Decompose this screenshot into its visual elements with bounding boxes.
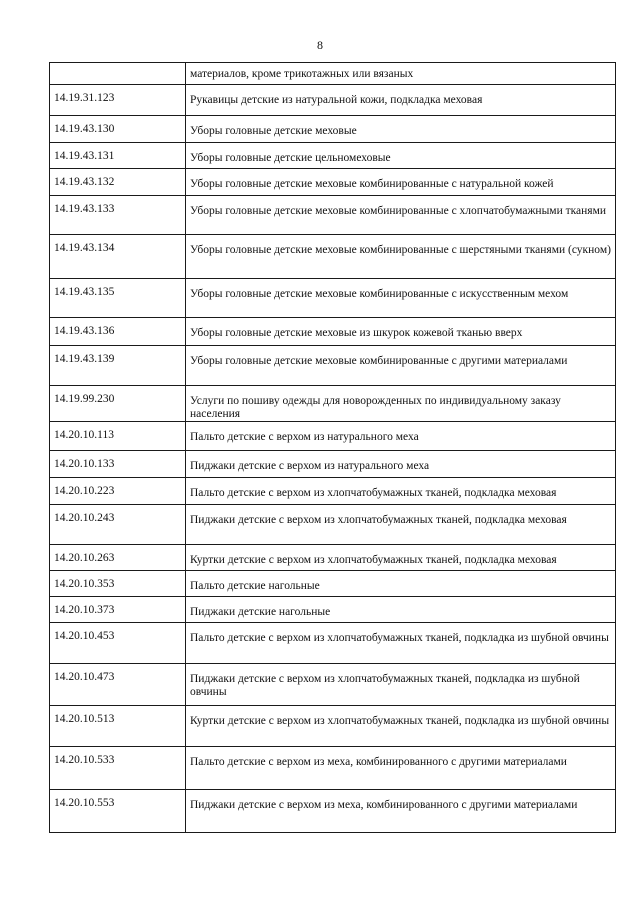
code-cell: 14.19.43.134 (50, 235, 186, 279)
description-cell: Пальто детские нагольные (186, 571, 616, 597)
code-cell: 14.20.10.133 (50, 451, 186, 478)
table-row (50, 346, 616, 386)
code-cell: 14.19.99.230 (50, 386, 186, 422)
table-row (50, 664, 616, 706)
code-cell: 14.19.43.139 (50, 346, 186, 386)
description-cell: Пиджаки детские с верхом из натурального меха (186, 451, 616, 478)
code-cell: 14.20.10.243 (50, 505, 186, 545)
description-cell: материалов, кроме трикотажных или вязаных (186, 63, 616, 85)
description-cell: Пиджаки детские с верхом из хлопчатобумажных тканей, подкладка меховая (186, 505, 616, 545)
code-cell: 14.19.43.131 (50, 143, 186, 169)
code-cell: 14.20.10.113 (50, 422, 186, 451)
description-cell: Уборы головные детские меховые из шкурок кожевой тканью вверх (186, 318, 616, 346)
code-cell: 14.19.31.123 (50, 85, 186, 116)
description-cell: Куртки детские с верхом из хлопчатобумажных тканей, подкладка из шубной овчины (186, 706, 616, 747)
description-cell: Уборы головные детские меховые комбинированные с шерстяными тканями (сукном) (186, 235, 616, 279)
table-row (50, 235, 616, 279)
code-cell: 14.20.10.353 (50, 571, 186, 597)
table-row (50, 422, 616, 451)
description-cell: Пиджаки детские с верхом из хлопчатобумажных тканей, подкладка из шубной овчины (186, 664, 616, 706)
table-row (50, 85, 616, 116)
code-cell: 14.20.10.223 (50, 478, 186, 505)
code-cell: 14.20.10.513 (50, 706, 186, 747)
code-cell: 14.19.43.132 (50, 169, 186, 196)
description-cell: Рукавицы детские из натуральной кожи, подкладка меховая (186, 85, 616, 116)
table-row (50, 505, 616, 545)
table-row (50, 623, 616, 664)
table-row (50, 706, 616, 747)
table-row (50, 143, 616, 169)
description-cell: Куртки детские с верхом из хлопчатобумажных тканей, подкладка меховая (186, 545, 616, 571)
description-cell: Пиджаки детские с верхом из меха, комбинированного с другими материалами (186, 790, 616, 833)
code-cell: 14.20.10.553 (50, 790, 186, 833)
description-cell: Пальто детские с верхом из хлопчатобумажных тканей, подкладка меховая (186, 478, 616, 505)
code-cell: 14.19.43.133 (50, 196, 186, 235)
table-row (50, 63, 616, 85)
table-row (50, 318, 616, 346)
table-row (50, 545, 616, 571)
description-cell: Пальто детские с верхом из хлопчатобумажных тканей, подкладка из шубной овчины (186, 623, 616, 664)
code-cell: 14.20.10.453 (50, 623, 186, 664)
table-row (50, 279, 616, 318)
page-number: 8 (317, 38, 323, 52)
code-cell: 14.19.43.130 (50, 116, 186, 143)
table-row (50, 747, 616, 790)
code-cell: 14.19.43.135 (50, 279, 186, 318)
table-row (50, 478, 616, 505)
table-row (50, 790, 616, 833)
description-cell: Пальто детские с верхом из меха, комбинированного с другими материалами (186, 747, 616, 790)
description-cell: Пальто детские с верхом из натурального меха (186, 422, 616, 451)
table-row (50, 571, 616, 597)
table-row (50, 169, 616, 196)
table-row (50, 597, 616, 623)
description-cell: Уборы головные детские меховые комбинированные с искусственным мехом (186, 279, 616, 318)
code-cell: 14.20.10.263 (50, 545, 186, 571)
code-cell: 14.20.10.473 (50, 664, 186, 706)
description-cell: Услуги по пошиву одежды для новорожденных по индивидуальному заказу населения (186, 386, 616, 422)
description-cell: Уборы головные детские меховые комбинированные с хлопчатобумажными тканями (186, 196, 616, 235)
table-row (50, 116, 616, 143)
classification-table (49, 62, 616, 833)
description-cell: Уборы головные детские меховые комбинированные с натуральной кожей (186, 169, 616, 196)
table-row (50, 386, 616, 422)
description-cell: Уборы головные детские цельномеховые (186, 143, 616, 169)
description-cell: Уборы головные детские меховые комбинированные с другими материалами (186, 346, 616, 386)
code-cell: 14.20.10.373 (50, 597, 186, 623)
description-cell: Пиджаки детские нагольные (186, 597, 616, 623)
description-cell: Уборы головные детские меховые (186, 116, 616, 143)
code-cell: 14.19.43.136 (50, 318, 186, 346)
table-row (50, 451, 616, 478)
code-cell: 14.20.10.533 (50, 747, 186, 790)
table-row (50, 196, 616, 235)
code-cell (50, 63, 186, 85)
